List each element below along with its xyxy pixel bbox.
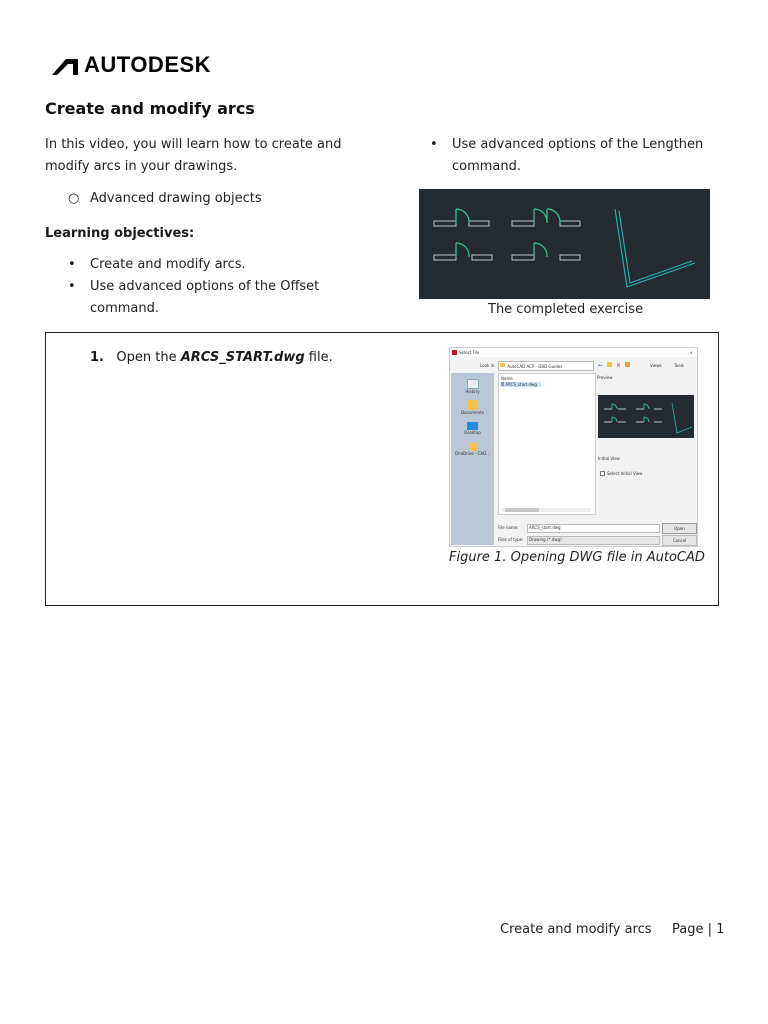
dwg-file-icon — [501, 382, 504, 386]
step-suffix: file. — [304, 350, 333, 365]
cancel-button-label: Cancel — [672, 538, 687, 543]
file-name-input[interactable] — [527, 524, 660, 533]
step-number: 1. — [90, 350, 104, 365]
history-icon — [467, 379, 479, 389]
bullet-icon: • — [68, 257, 76, 272]
bullet-icon: • — [430, 137, 438, 152]
figure-caption: Figure 1. Opening DWG file in AutoCAD — [449, 550, 705, 565]
step-file-name: ARCS_START.dwg — [180, 350, 305, 365]
preview-label: Preview — [597, 375, 613, 380]
file-list — [498, 373, 596, 515]
exercise-caption: The completed exercise — [488, 302, 644, 317]
places-item-desktop[interactable] — [451, 422, 494, 435]
brand-name: AUTODESK — [84, 52, 212, 77]
completed-exercise-image — [419, 189, 710, 299]
intro-sub-item — [68, 188, 262, 210]
places-sidebar — [451, 373, 494, 545]
places-item-history[interactable] — [451, 379, 494, 394]
delete-icon[interactable]: ✕ — [616, 362, 622, 369]
toolbar-icons — [598, 362, 630, 369]
autodesk-logo — [52, 52, 211, 78]
select-initial-view-checkbox[interactable] — [600, 471, 642, 476]
page-number: Page | 1 — [672, 922, 725, 937]
intro-line-1: In this video, you will learn how to create and — [45, 137, 342, 152]
autodesk-logo-icon — [52, 55, 78, 75]
places-item-label: OneDrive - CAD... — [454, 451, 491, 456]
footer-title: Create and modify arcs — [500, 922, 652, 937]
file-name-value: ARCS_start.dwg — [529, 525, 561, 530]
onedrive-icon — [469, 443, 477, 451]
file-list-item[interactable] — [501, 382, 541, 387]
objective-item-label: Create and modify arcs. — [90, 257, 246, 272]
look-in-select[interactable] — [498, 361, 594, 371]
places-item-onedrive[interactable] — [451, 443, 494, 456]
documents-icon — [468, 400, 477, 410]
select-file-dialog — [449, 347, 698, 547]
step-1 — [90, 348, 333, 368]
checkbox-icon — [600, 471, 605, 476]
open-button[interactable] — [662, 523, 697, 534]
initial-view-label: Initial View — [598, 456, 620, 461]
column-name-header[interactable]: Name — [501, 376, 513, 381]
exercise-drawing — [419, 189, 710, 299]
views-menu[interactable]: Views — [650, 363, 662, 368]
objective-item-continuation: command. — [452, 159, 522, 174]
file-item-label: ARCS_start.dwg — [505, 382, 537, 387]
places-item-label: Desktop — [464, 430, 481, 435]
tools-menu[interactable]: Tools — [674, 363, 684, 368]
places-item-documents[interactable] — [451, 400, 494, 415]
hollow-bullet-icon: ○ — [68, 191, 80, 206]
folder-icon — [500, 363, 505, 367]
bullet-icon: • — [68, 279, 76, 294]
objective-item-continuation: command. — [90, 301, 160, 316]
new-folder-icon[interactable] — [625, 362, 630, 367]
objectives-heading: Learning objectives: — [45, 226, 195, 241]
intro-line-2: modify arcs in your drawings. — [45, 159, 238, 174]
preview-image — [598, 395, 694, 438]
preview-drawing — [598, 395, 694, 438]
look-in-value: AutoCAD ACP - DBD Guides — [507, 364, 563, 369]
desktop-icon — [467, 422, 478, 430]
intro-sub-item-label: Advanced drawing objects — [90, 191, 262, 206]
open-button-label: Open — [674, 526, 685, 531]
select-initial-view-label: Select Initial View — [607, 471, 643, 476]
cancel-button[interactable] — [662, 535, 697, 546]
file-type-value: Drawing (*.dwg) — [529, 537, 562, 542]
objective-item-right — [430, 134, 703, 156]
step-prefix: Open the — [116, 350, 181, 365]
scrollbar-thumb[interactable] — [505, 508, 539, 512]
places-item-label: History — [465, 389, 480, 394]
objective-item — [68, 276, 319, 298]
look-in-label: Look in: — [480, 363, 496, 368]
file-name-label: File name: — [498, 525, 519, 530]
objective-item-label: Use advanced options of the Offset — [90, 279, 320, 294]
page-title: Create and modify arcs — [45, 99, 255, 118]
dialog-title: Select File — [459, 350, 480, 355]
file-type-label: Files of type: — [498, 537, 524, 542]
file-type-select[interactable] — [527, 536, 660, 545]
back-icon[interactable]: ← — [598, 362, 604, 369]
places-item-label: Documents — [461, 410, 484, 415]
up-folder-icon[interactable] — [607, 362, 612, 367]
autocad-app-icon — [452, 350, 457, 355]
objective-item-label: Use advanced options of the Lengthen — [452, 137, 704, 152]
objective-item — [68, 254, 246, 276]
close-icon[interactable]: × — [689, 350, 693, 355]
horizontal-scrollbar[interactable] — [501, 508, 591, 512]
